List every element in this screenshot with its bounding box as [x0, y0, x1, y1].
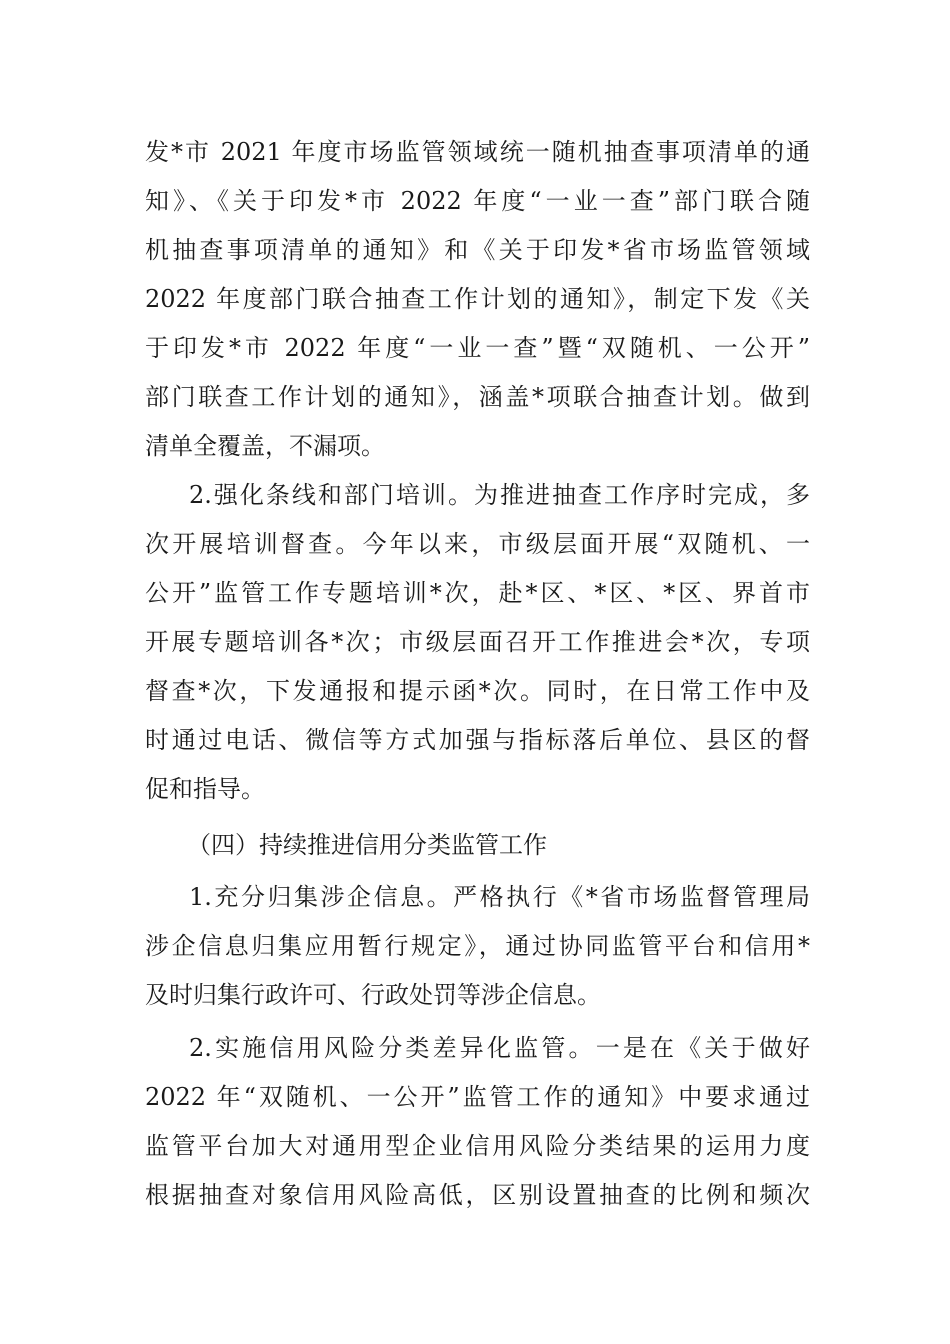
text-line: 发*市 2021 年度市场监管领域统一随机抽查事项清单的通 — [145, 138, 810, 166]
text-line: 督查*次，下发通报和提示函*次。同时，在日常工作中及 — [145, 677, 810, 705]
text-line: 及时归集行政许可、行政处罚等涉企信息。 — [145, 981, 601, 1009]
text-line: 2022 年度部门联合抽查工作计划的通知》，制定下发《关 — [145, 285, 810, 313]
text-line: 次开展培训督查。今年以来，市级层面开展“双随机、一 — [145, 530, 810, 558]
text-line: 知》、《关于印发*市 2022 年度“一业一查”部门联合随 — [145, 187, 810, 215]
text-line: 2.实施信用风险分类差异化监管。一是在《关于做好 — [189, 1034, 810, 1062]
text-line: 涉企信息归集应用暂行规定》，通过协同监管平台和信用* — [145, 932, 810, 960]
text-line: 机抽查事项清单的通知》和《关于印发*省市场监管领域 — [145, 236, 810, 264]
text-line: 促和指导。 — [145, 775, 265, 803]
text-line: 部门联查工作计划的通知》，涵盖*项联合抽查计划。做到 — [145, 383, 810, 411]
text-line: 2.强化条线和部门培训。为推进抽查工作序时完成，多 — [189, 481, 810, 509]
text-line: 开展专题培训各*次；市级层面召开工作推进会*次，专项 — [145, 628, 810, 656]
text-line: 2022 年“双随机、一公开”监管工作的通知》中要求通过 — [145, 1083, 810, 1111]
text-line: 清单全覆盖，不漏项。 — [145, 432, 385, 460]
text-line: 监管平台加大对通用型企业信用风险分类结果的运用力度 — [145, 1132, 810, 1160]
text-line: 时通过电话、微信等方式加强与指标落后单位、县区的督 — [145, 726, 810, 754]
text-line: 公开”监管工作专题培训*次，赴*区、*区、*区、界首市 — [145, 579, 810, 607]
text-line: 根据抽查对象信用风险高低，区别设置抽查的比例和频次 — [145, 1181, 810, 1209]
text-line: 于印发*市 2022 年度“一业一查”暨“双随机、一公开” — [145, 334, 810, 362]
text-line: 1.充分归集涉企信息。严格执行《*省市场监督管理局 — [189, 883, 810, 911]
section-heading: （四）持续推进信用分类监管工作 — [187, 831, 547, 859]
